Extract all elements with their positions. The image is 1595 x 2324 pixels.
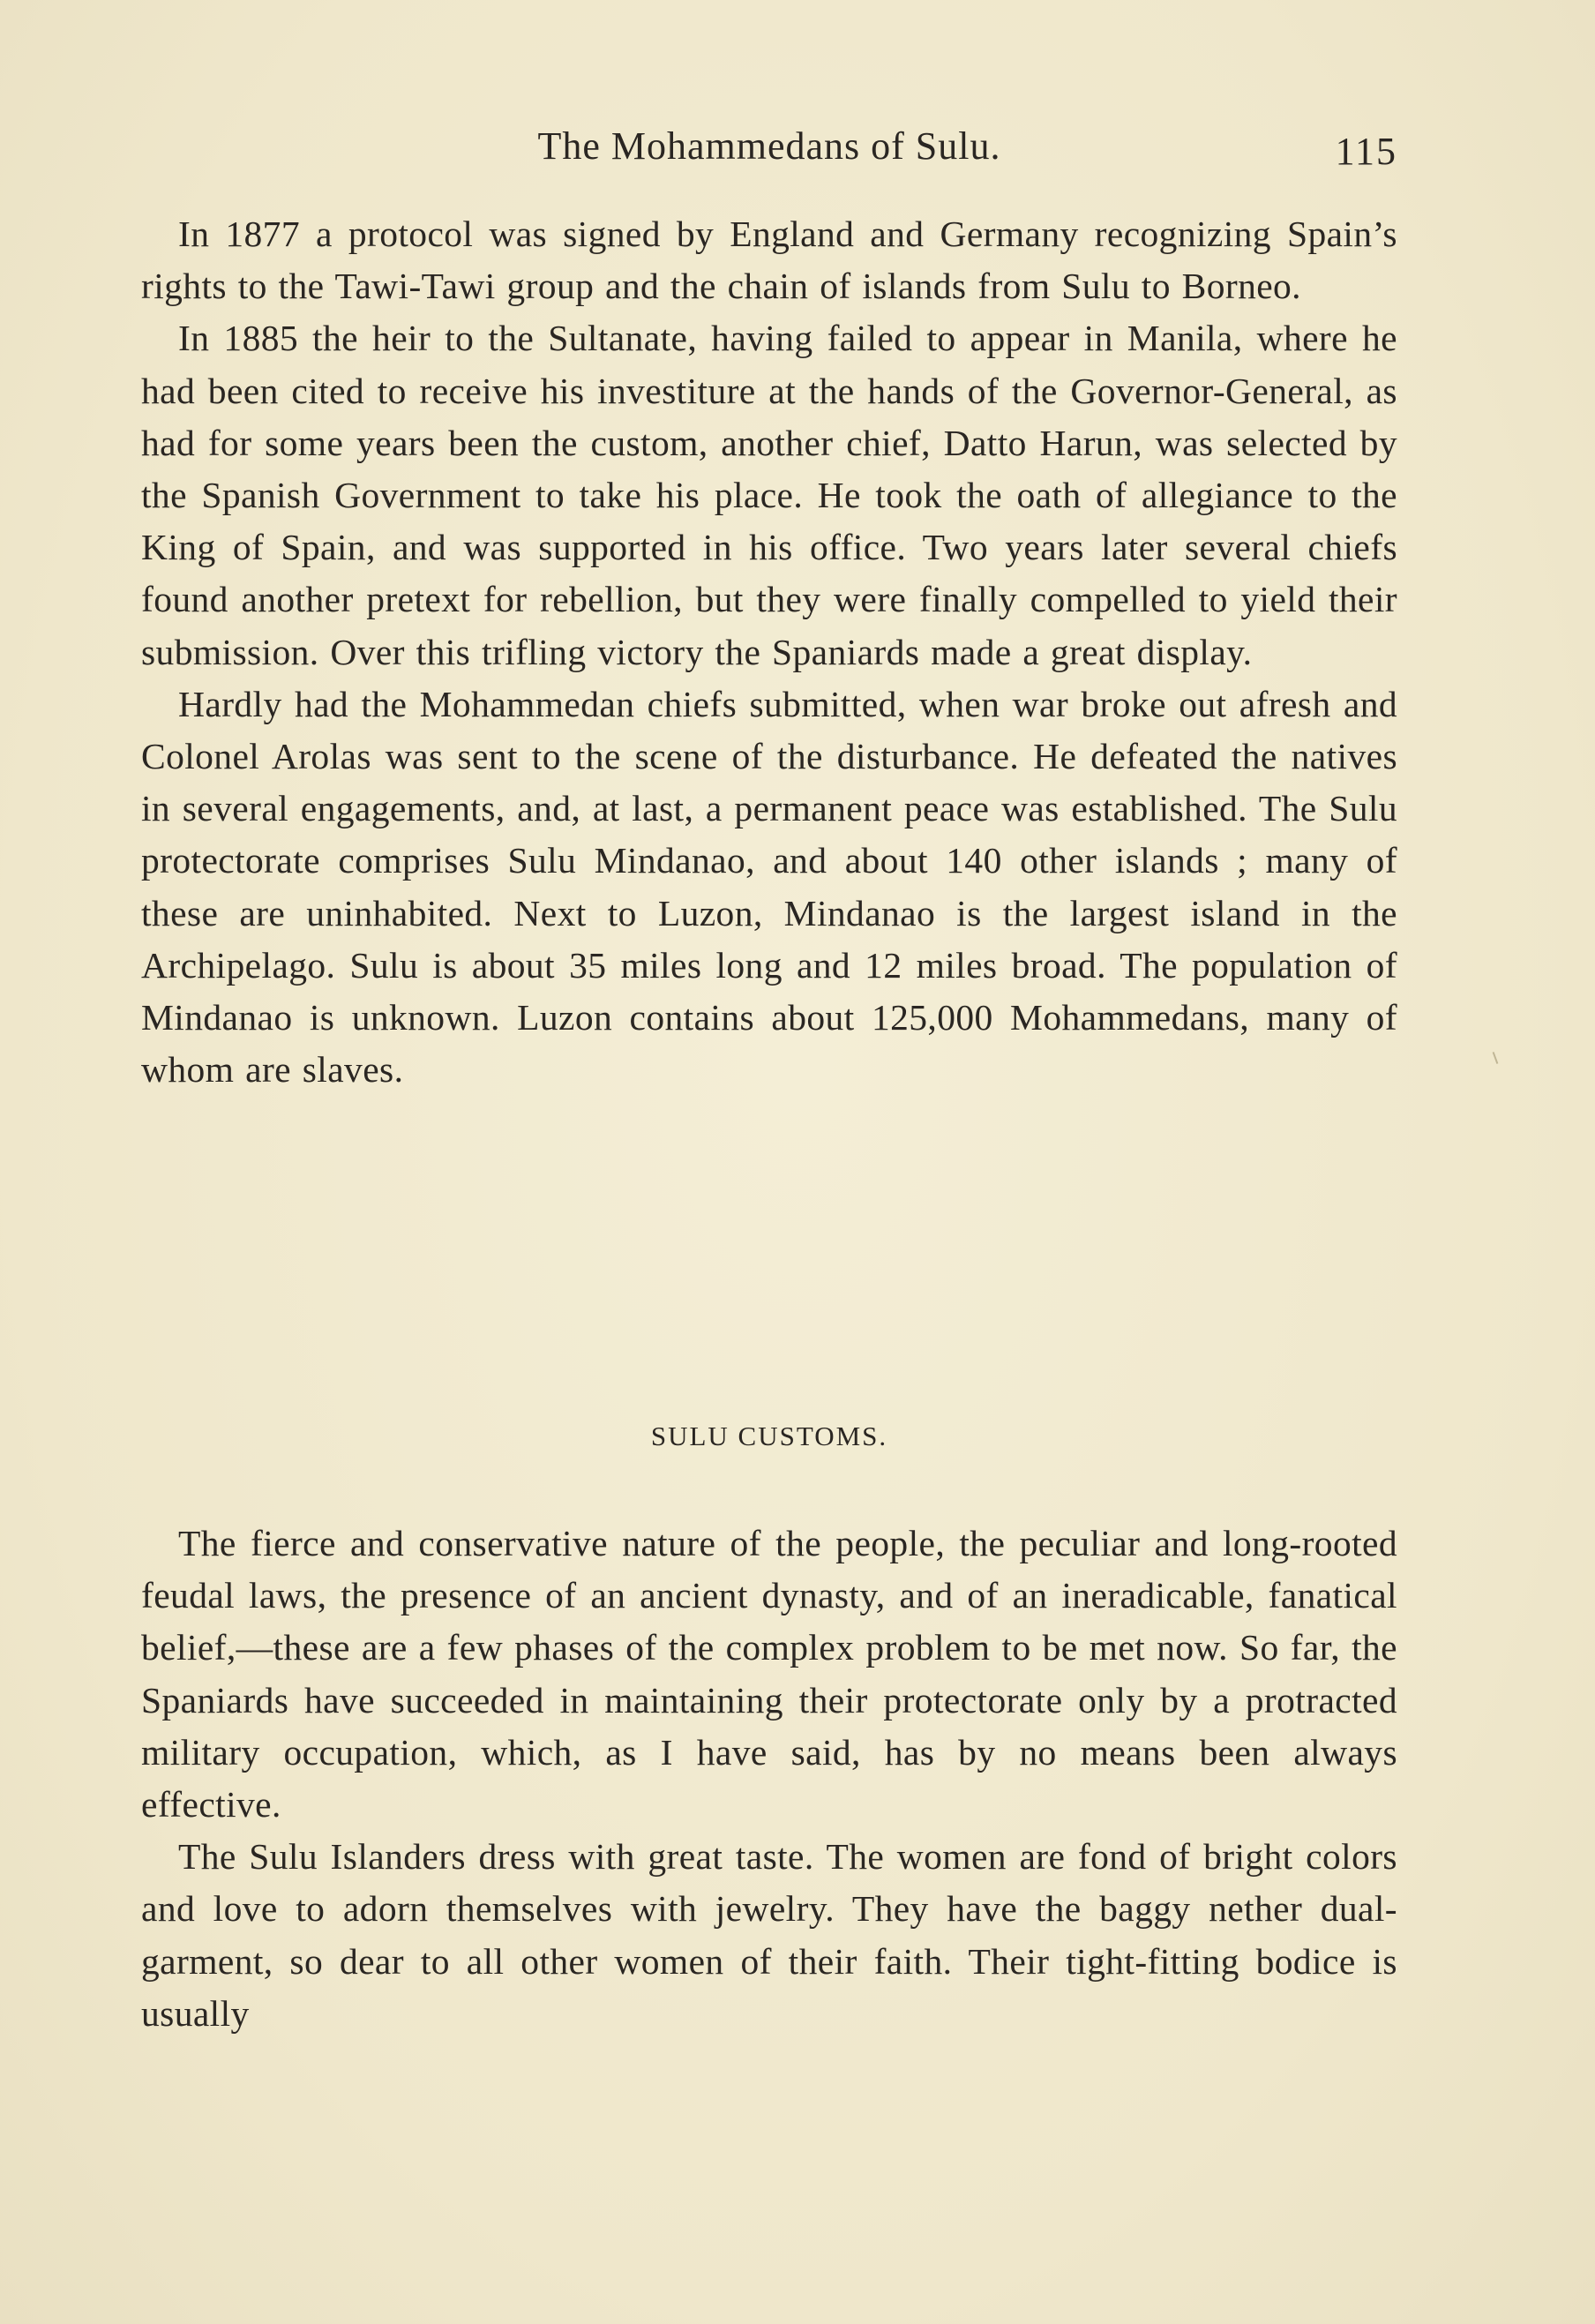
- paragraph: The Sulu Islanders dress with great taste. The women are fond of bright colors and love to adorn themselves with jewelry. They have the baggy nether dual-garment, so dear to all other women of their faith. Their tight-fitting bodice is usually: [141, 1836, 1397, 2034]
- running-title: The Mohammedans of Sulu.: [537, 124, 1001, 168]
- paragraph: In 1885 the heir to the Sultanate, having failed to appear in Manila, where he had been cited to receive his investiture at the hands of the Governor-General, as had for some years been the custom, another chief, Datto Harun, was selected by the Spanish Government to take his place. He took the oath of allegiance to the King of Spain, and was supported in his office. Two years later several chiefs found another pretext for rebellion, but they were finally compelled to yield their submission. Over this trifling victory the Spaniards made a great display.: [141, 318, 1397, 672]
- paragraph: Hardly had the Mohammedan chiefs submitted, when war broke out afresh and Colonel Arolas was sent to the scene of the disturbance. He defeated the natives in several engagements, and, at last, a permanent peace was established. The Sulu protectorate comprises Sulu Mindanao, and about 140 other islands ; many of these are uninhabited. Next to Luzon, Mindanao is the largest island in the Archipelago. Sulu is about 35 miles long and 12 miles broad. The population of Mindanao is unknown. Luzon contains about 125,000 Mohammedans, many of whom are slaves.: [141, 683, 1397, 1091]
- paper-speck: [1493, 1052, 1499, 1064]
- paragraph: The fierce and conservative nature of the people, the peculiar and long-rooted feudal laws, the presence of an ancient dynasty, and of an ineradicable, fanatical belief,—these are a few phases of the complex problem to be met now. So far, the Spaniards have succeeded in maintaining their protectorate only by a protracted military occupation, which, as I have said, has by no means been always effective.: [141, 1523, 1397, 1825]
- text-block-before-heading: [141, 208, 1397, 1096]
- paragraph: In 1877 a protocol was signed by England and Germany recognizing Spain’s rights to the Tawi-Tawi group and the chain of islands from Sulu to Borneo.: [141, 214, 1397, 307]
- running-head: [141, 120, 1397, 173]
- page-number: 115: [1335, 130, 1397, 173]
- section-heading: SULU CUSTOMS.: [650, 1421, 888, 1451]
- text-block-after-heading: [141, 1518, 1397, 2040]
